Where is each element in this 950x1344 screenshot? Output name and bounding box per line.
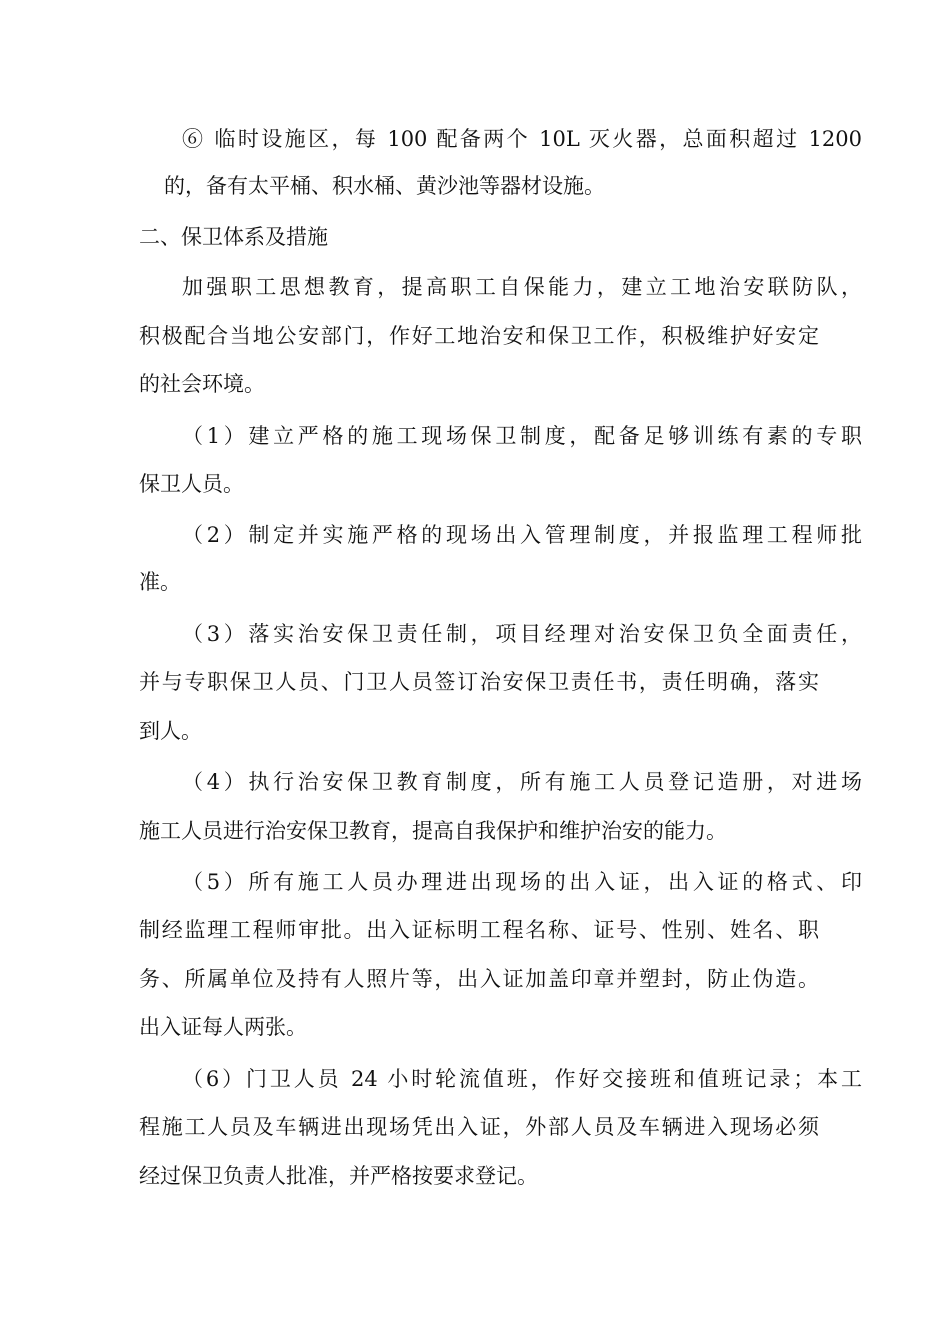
intro-paragraph-line-3: 的社会环境。 [139,372,265,396]
item-2-line-2: 准。 [139,570,181,594]
intro-paragraph-line-1: 加强职工思想教育，提高职工自保能力，建立工地治安联防队， [182,275,862,299]
fire-extinguisher-paragraph-line-1: ⑥ 临时设施区，每 100 配备两个 10L 灭火器，总面积超过 1200 [182,127,862,151]
item-1-line-1: （1）建立严格的施工现场保卫制度，配备足够训练有素的专职 [182,424,862,448]
item-5-line-2: 制经监理工程师审批。出入证标明工程名称、证号、性别、姓名、职 [139,918,819,942]
item-4-line-2: 施工人员进行治安保卫教育，提高自我保护和维护治安的能力。 [139,819,727,843]
item-3-line-1: （3）落实治安保卫责任制，项目经理对治安保卫负全面责任， [182,622,862,646]
item-5-line-3: 务、所属单位及持有人照片等，出入证加盖印章并塑封，防止伪造。 [139,967,819,991]
item-6-line-3: 经过保卫负责人批准，并严格按要求登记。 [139,1164,538,1188]
item-3-line-3: 到人。 [139,719,202,743]
item-2-line-1: （2）制定并实施严格的现场出入管理制度，并报监理工程师批 [182,523,862,547]
item-1-line-2: 保卫人员。 [139,472,244,496]
item-4-line-1: （4）执行治安保卫教育制度，所有施工人员登记造册，对进场 [182,770,862,794]
fire-extinguisher-paragraph-line-2: 的，备有太平桶、积水桶、黄沙池等器材设施。 [164,174,605,198]
intro-paragraph-line-2: 积极配合当地公安部门，作好工地治安和保卫工作，积极维护好安定 [139,324,819,348]
section-heading-security: 二、保卫体系及措施 [139,225,328,249]
item-6-line-1: （6）门卫人员 24 小时轮流值班，作好交接班和值班记录；本工 [182,1067,862,1091]
item-6-line-2: 程施工人员及车辆进出现场凭出入证，外部人员及车辆进入现场必须 [139,1115,819,1139]
item-3-line-2: 并与专职保卫人员、门卫人员签订治安保卫责任书，责任明确，落实 [139,670,819,694]
item-5-line-4: 出入证每人两张。 [139,1015,307,1039]
item-5-line-1: （5）所有施工人员办理进出现场的出入证，出入证的格式、印 [182,870,862,894]
